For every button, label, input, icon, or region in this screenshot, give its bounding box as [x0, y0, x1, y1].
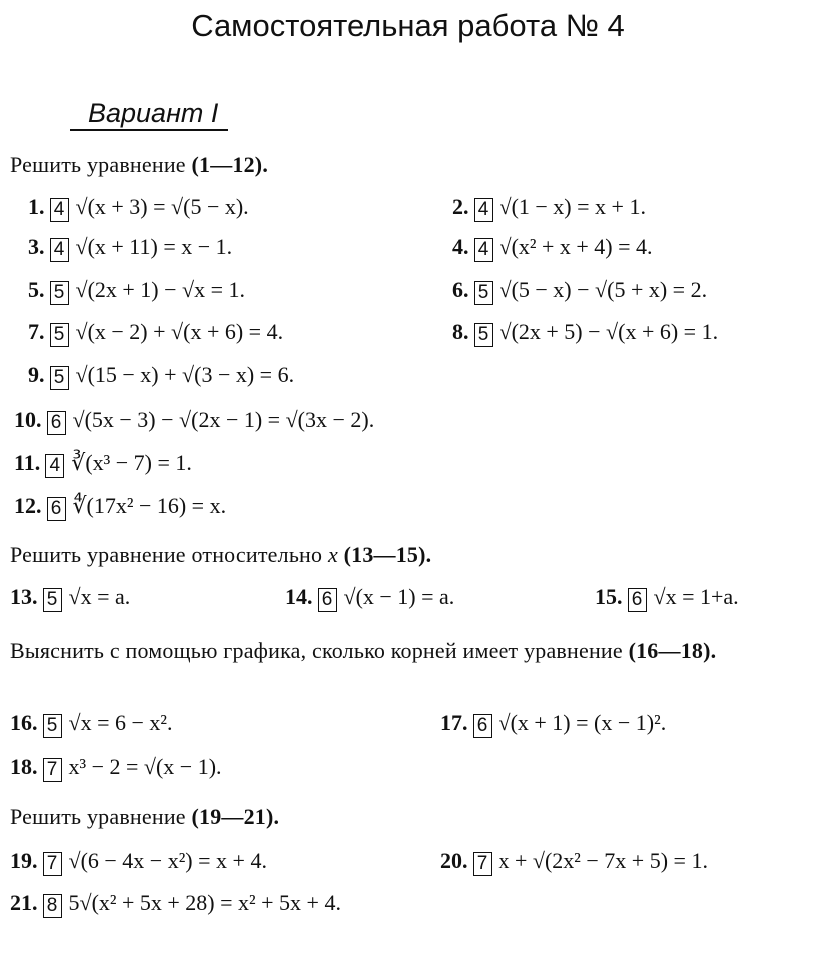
problem-19	[10, 846, 267, 876]
problem-12	[14, 491, 226, 521]
problem-number: 1.	[28, 194, 45, 219]
problem-number: 5.	[28, 277, 45, 302]
problem-11	[14, 448, 192, 478]
equation: x + √(2x² − 7x + 5) = 1.	[498, 848, 708, 873]
difficulty-badge: 4	[474, 198, 493, 222]
problem-number: 4.	[452, 234, 469, 259]
difficulty-badge: 7	[43, 758, 62, 782]
difficulty-badge: 6	[318, 588, 337, 612]
difficulty-badge: 8	[43, 894, 62, 918]
section-heading-1	[10, 152, 268, 178]
problem-number: 20.	[440, 848, 468, 873]
problem-number: 14.	[285, 584, 313, 609]
section-heading-range: (19—21).	[191, 804, 280, 829]
difficulty-badge: 5	[43, 588, 62, 612]
equation: √x = 1+a.	[653, 584, 739, 609]
problem-2	[452, 192, 646, 222]
problem-number: 9.	[28, 362, 45, 387]
problem-number: 2.	[452, 194, 469, 219]
problem-8	[452, 317, 718, 347]
section-heading-2	[10, 542, 431, 568]
problem-number: 11.	[14, 450, 41, 475]
problem-number: 18.	[10, 754, 38, 779]
problem-number: 13.	[10, 584, 38, 609]
problem-17	[440, 708, 666, 738]
section-heading-range: (1—12).	[191, 152, 269, 177]
section-heading-variable: x	[327, 542, 338, 567]
problem-13	[10, 582, 130, 612]
problem-number: 3.	[28, 234, 45, 259]
equation: ∜(17x² − 16) = x.	[72, 493, 227, 518]
difficulty-badge: 4	[474, 238, 493, 262]
equation: √(5x − 3) − √(2x − 1) = √(3x − 2).	[72, 407, 375, 432]
equation: 5√(x² + 5x + 28) = x² + 5x + 4.	[68, 890, 341, 915]
problem-number: 16.	[10, 710, 38, 735]
difficulty-badge: 5	[43, 714, 62, 738]
difficulty-badge: 6	[47, 411, 66, 435]
problem-14	[285, 582, 454, 612]
variant-underline	[70, 129, 228, 131]
problem-4	[452, 232, 653, 262]
equation: √(x + 11) = x − 1.	[75, 234, 233, 259]
equation: √x = a.	[68, 584, 131, 609]
difficulty-badge: 6	[628, 588, 647, 612]
problem-number: 7.	[28, 319, 45, 344]
equation: √(x − 2) + √(x + 6) = 4.	[75, 319, 284, 344]
problem-21	[10, 888, 341, 918]
equation: x³ − 2 = √(x − 1).	[68, 754, 222, 779]
difficulty-badge: 5	[50, 366, 69, 390]
difficulty-badge: 5	[50, 281, 69, 305]
problem-number: 21.	[10, 890, 38, 915]
equation: √(15 − x) + √(3 − x) = 6.	[75, 362, 295, 387]
variant-label: Вариант I	[88, 98, 219, 128]
problem-18	[10, 752, 222, 782]
equation: √x = 6 − x².	[68, 710, 173, 735]
problem-number: 19.	[10, 848, 38, 873]
problem-20	[440, 846, 708, 876]
section-heading-range: (13—15).	[343, 542, 432, 567]
problem-7	[28, 317, 283, 347]
problem-number: 10.	[14, 407, 42, 432]
section-heading-text: Решить уравнение	[10, 804, 186, 829]
section-heading-range: (16—18).	[628, 638, 717, 663]
problem-number: 6.	[452, 277, 469, 302]
difficulty-badge: 5	[474, 281, 493, 305]
difficulty-badge: 4	[50, 238, 69, 262]
problem-number: 15.	[595, 584, 623, 609]
equation: √(5 − x) − √(5 + x) = 2.	[499, 277, 708, 302]
problem-1	[28, 192, 249, 222]
difficulty-badge: 6	[47, 497, 66, 521]
section-heading-4	[10, 804, 279, 830]
problem-9	[28, 360, 294, 390]
problem-number: 17.	[440, 710, 468, 735]
difficulty-badge: 7	[473, 852, 492, 876]
equation: √(x² + x + 4) = 4.	[499, 234, 653, 259]
problem-5	[28, 275, 245, 305]
problem-10	[14, 405, 374, 435]
equation: √(x + 1) = (x − 1)².	[498, 710, 667, 735]
problem-6	[452, 275, 707, 305]
section-heading-3	[10, 636, 800, 666]
problem-15	[595, 582, 739, 612]
equation: √(2x + 1) − √x = 1.	[75, 277, 246, 302]
section-heading-text: Решить уравнение относительно	[10, 542, 323, 567]
difficulty-badge: 6	[473, 714, 492, 738]
problem-3	[28, 232, 232, 262]
problem-number: 12.	[14, 493, 42, 518]
equation: √(x − 1) = a.	[343, 584, 455, 609]
equation: √(2x + 5) − √(x + 6) = 1.	[499, 319, 719, 344]
problem-number: 8.	[452, 319, 469, 344]
equation: √(x + 3) = √(5 − x).	[75, 194, 249, 219]
equation: ∛(x³ − 7) = 1.	[71, 450, 192, 475]
difficulty-badge: 4	[50, 198, 69, 222]
difficulty-badge: 7	[43, 852, 62, 876]
section-heading-text: Выяснить с помощью графика, сколько корней имеет уравнение	[10, 638, 623, 663]
difficulty-badge: 5	[50, 323, 69, 347]
section-heading-text: Решить уравнение	[10, 152, 186, 177]
equation: √(1 − x) = x + 1.	[499, 194, 646, 219]
difficulty-badge: 5	[474, 323, 493, 347]
page-title: Самостоятельная работа № 4	[191, 8, 625, 43]
difficulty-badge: 4	[45, 454, 64, 478]
equation: √(6 − 4x − x²) = x + 4.	[68, 848, 267, 873]
problem-16	[10, 708, 172, 738]
